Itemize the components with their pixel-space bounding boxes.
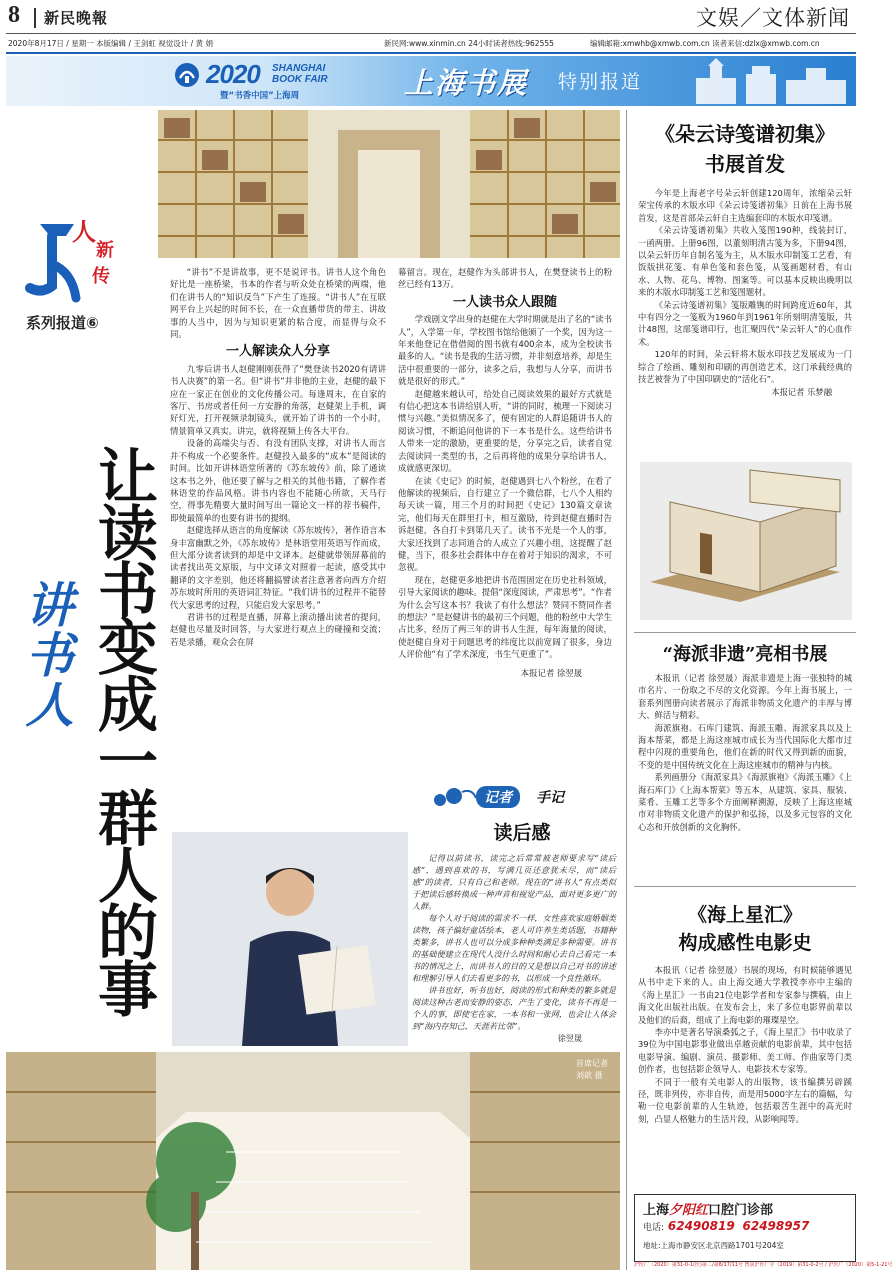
col1-intro: “讲书”不是讲故事，更不是说评书。讲书人这个角色好比是一座桥梁，书本的作者与听众处在桥梁的两端，他们在讲书人的“知识反刍”下产生了连接。“讲书人”在互联网平台上兴起的时间不长，在一众直播带货的带主、讲故事的人当中，因为与知识更紧的粘合度，而显得与众不同。: [170, 267, 386, 340]
banner-en-2: BOOK FAIR: [272, 74, 328, 85]
note-title: 读后感: [493, 822, 551, 844]
note-body: [412, 852, 616, 1044]
ad-phone-1: 62490819: [667, 1219, 735, 1233]
note-byline: 徐翌晟: [557, 1033, 582, 1043]
clinic-ad: [634, 1194, 856, 1262]
ad-title-pre: 上海: [643, 1203, 670, 1218]
book-set-illustration: [640, 462, 852, 620]
banner-title: 上海书展: [404, 66, 529, 100]
ad-title-brand: 夕阳红: [669, 1203, 709, 1218]
series-logo: [22, 212, 152, 342]
banner-en-1: SHANGHAI: [272, 63, 326, 74]
main-article-col2: [398, 266, 612, 679]
ad-title-post: 口腔门诊部: [708, 1203, 774, 1218]
ad-address: [643, 1240, 784, 1251]
article3-body: [638, 964, 852, 1125]
paragraph: 赵健越来越认可，给处自己阅读效果的最好方式就是有信心把这本书讲给别人听，“讲的同时，梳理一下阅读习惯与兴趣。”美似情况多了，便有固定的人群追随讲书人的阅读习惯，不断追问他讲的下一本书是什么。这些给讲书人带来一定的激励，更重要的是，分享完之后，读者自觉去阅读同一类型的书，之后再将他的成果分享给讲书人，成就感更深切。: [398, 388, 612, 474]
ad-phones: [643, 1219, 809, 1233]
banner-year: 2020: [206, 59, 260, 89]
main-byline: 本报记者 徐翌晟: [520, 667, 582, 678]
right-column-divider: [626, 110, 627, 1270]
photo-credit-1: 首席记者: [576, 1059, 608, 1068]
paragraph: 《朵云诗笺谱初集》笺版雕镌的时间跨度近60年，其中有四分之一笺板为1960年到1961年所刻明清笺版，共计48图，这部笺谱印行，也汇聚四代“朵云轩人”的心血作术。: [638, 299, 852, 347]
note-paragraph: 讲书也好，听书也好，阅读的形式和种类的繁多就是阅读这种古老而安静的姿态，产生了变化，读书不再是一个人的事，即使宅在家，一本书和一张网，也会让人体会到“海内存知己，天涯若比邻”。: [412, 985, 616, 1031]
quill-icon: [432, 786, 476, 810]
bookstore-stair-photo: [6, 1052, 620, 1270]
ad-address-label: 地址:: [643, 1241, 661, 1250]
paragraph: 本报讯（记者 徐翌晟）海派非遗是上海一张独特的城市名片、一份取之不尽的文化资源。今年上海书展上，一套系列图册向读者展示了海派非物质文化遗产的丰厚与博大、鲜活与精彩。: [638, 673, 852, 721]
ad-phone-label: 电话:: [643, 1223, 665, 1233]
paragraph: 现在，赵健更多地把讲书范围固定在历史社科领域，引导大家阅读的趣味。提倡“深度阅读，严肃思考”。“作者为什么会写这本书？我读了有什么想法？赞同不赞同作者的想法？”是赵健讲书的最初三个问题，他的粉丝中大学生占比多，经历了两三年的讲书人生涯，每年海量的阅读，使赵健自身对于问题思考的纬度比以前宽阔了很多，身边人评价他“有了学术深度，书生气更重了”。: [398, 574, 613, 660]
note-paragraph: 记得以前读书，读完之后常常被老师要求写“读后感”，遇到喜欢的书，写满几页还意犹未尽，而“读后感”的读者，只有自己和老师。现在的“讲书人”有点类似于把读后感转换成一种声音和视觉产品，面对更多更广的人群。: [412, 853, 616, 911]
masthead-divider: [34, 8, 36, 28]
series-char-2: 新: [96, 240, 114, 261]
subhead-1: 一人解读众人分享: [225, 344, 330, 360]
skyline-icon: [686, 58, 854, 104]
article3-title-2: 构成感性电影史: [678, 932, 812, 954]
book-photo: [640, 462, 852, 620]
main-article-col1: [170, 266, 386, 648]
book-fair-logo-icon: [174, 62, 200, 88]
photo-credit-2: 刘歆 摄: [576, 1071, 603, 1080]
note-badge-jizhe: 记者: [476, 786, 520, 808]
page-number: 8: [8, 2, 20, 28]
ad-title: [643, 1199, 773, 1218]
bookshelf-illustration: [158, 110, 620, 258]
masthead: [0, 0, 862, 58]
paragraph: 120年的时间，朵云轩将木版水印技艺发展成为一门综合了绘画、雕刻和印刷的再创造艺术，这门承载经典的技艺被誉为了中国印刷史的“活化石”。: [638, 349, 852, 385]
paragraph: 赵健选择从语言的角度解读《苏东坡传》，著作语言本身丰富幽默之外，《苏东坡传》是林语堂用英语写作而成，但大部分读者读到的却是中文译本。赵健就带领屏幕前的读者找出英文原版，与中文译文对照着一起读，感受其中翻译的文字差别，他还将翻搞譬读者注意著者向西方介绍苏东坡时所用的英语词汇特征。“我们讲书的过程并不能替代大家思考的过程，只能启发大家思考。”: [170, 525, 386, 610]
article2-body: [638, 672, 852, 833]
headline-main: 让读书变成一群人的事: [88, 445, 158, 1015]
paragraph: 李亦中是著名导演桑弧之子，《海上星汇》书中收录了39位为中国电影事业做出卓越贡献的电影前辈，其中包括电影导演、编剧、演员、摄影师、美工师、作曲家等门类创作者，也包括影企领导人、电影技术专家等。: [638, 1027, 852, 1075]
meta-line: 2020年8月17日 / 星期一 本版编辑 / 王剑虹 视觉设计 / 黄 娟: [8, 39, 213, 48]
section-title: 文娱／文体新闻: [696, 6, 850, 30]
web-line: 新民网:www.xinmin.cn 24小时读者热线:962555: [384, 39, 554, 48]
series-char-3: 传: [92, 266, 110, 287]
note-badge: [432, 784, 612, 812]
person-illustration: [172, 832, 408, 1046]
article1-title-2: 书展首发: [705, 152, 785, 176]
series-label: 系列报道⑥: [26, 314, 99, 332]
masthead-rule-2: [6, 52, 856, 54]
article2-title: “海派非遗”亮相书展: [662, 644, 828, 665]
paper-name: 新民晚報: [44, 9, 109, 27]
paragraph: 君讲书的过程是直播，屏幕上滚动播出读者的提问，赵健也尽量及时回答，与大家进行观点上的碰撞和交流；若是录播，观众会在屏: [170, 611, 386, 647]
ad-phone-2: 62498957: [742, 1219, 810, 1233]
paragraph: 设备的高端尖与否、有没有团队支撑，对讲书人而言并不构成一个必要条件。赵健投入最多的“成本”是阅读的时间。比如开讲林语堂所著的《苏东坡传》前，除了通读这本书之外，他还要了解与之相关的其他书籍，了解作者林语堂的作品风格。讲书内容也不能随心所欲，天马行空，得事先精要大量时间写出一篇论文一样的荐书稿件，即使最简单的也要有讲书的提纲。: [170, 438, 386, 523]
right-rule-2: [634, 886, 856, 887]
journalist-note: [412, 776, 620, 1052]
article3-title-1: 《海上星汇》: [687, 904, 802, 926]
headline-kicker: 讲书人: [17, 580, 73, 730]
subhead-2: 一人读书众人跟随: [452, 294, 557, 310]
paragraph: 学戏剧文学出身的赵健在大学时期就是出了名的“读书人”，入学第一年，学校图书馆给他颁了一个奖，因为这一年来他登记在借借阅的图书就有400余本，成为全校读书最多的人。“读书是我的生活习惯，并非刻意培养，却是生活中很重要的一部分，读多之后，我想与人分享，而讲书就是很好的形式。”: [398, 314, 612, 387]
article1-title-1: 《朵云诗笺谱初集》: [655, 122, 835, 146]
banner-tag: 特别报道: [558, 71, 643, 93]
email-line: 编辑邮箱:xmwhb@xmwb.com.cn 读者来信:dzlx@xmwb.com.cn: [590, 39, 820, 48]
paragraph: 不同于一般有关电影人的出版物，该书编撰另辟蹊径，既非列传，亦非自传，而是用5000字左右的篇幅，勾勒一位电影前辈的人生轨迹，包括艰苦生涯中的高光时刻，凸显人格魅力的生活片段，从影响闻等。: [638, 1076, 852, 1124]
ad-footer: 沪医广（2020）第31-0-1(医)第二/第8/17/11号 曾获沪医广字（2019）第31-0-2号 / 沪医广（2020）第5-1-21号: [634, 1262, 893, 1268]
stairway-illustration: [6, 1052, 620, 1270]
note-paragraph: 每个人对于阅读的需求不一样，女性喜欢家庭婚姻类读物，孩子偏好童话绘本，老人可许养生类话题，书籍种类繁多，讲书人也可以分成多种种类满足多种需要。讲书的基础便建立在现代人没什么时间和耐心去自己看完一本书的情况之上，而讲书人的目的又是想以自己对书的讲述和理解引导人们去看更多的书，以形成一个良性循环。: [412, 913, 616, 983]
paragraph: 今年是上海老字号朵云轩创建120周年，浓缩朵云轩荣宝传承的木版水印《朵云诗笺谱初集》日前在上海书展首发，这是首部朵云轩自主选编套印的木版水印笺谱。: [638, 188, 852, 223]
paragraph: 《朵云诗笺谱初集》共收入笺图190种，线装封订，一函两册。上册96图，以董刻明清古笺为多，下册94图，以朵云轩历年自制名笺为主，从木版水印制笺工艺看，有饭版拱花笺、有单色笺和套色笺，从笺画题材看，有山水、人物、花鸟、博物、图案等。可以基本反映出晚明以来的木版水印制笺工艺和笺图题材。: [638, 225, 852, 298]
note-badge-shouji: 手记: [536, 790, 564, 806]
banner-slogan: 暨“书香中国”上海周: [220, 91, 300, 101]
series-char-1: 人: [72, 217, 96, 246]
paragraph: 本报讯（记者 徐翌晟）书展的现场，有时候能够遇见从书中走下来的人。由上海交通大学教授李亦中主编的《海上星汇》一书由21位电影学者和专家参与撰稿，由上海文化出版社出版。在发布会上，来了多位电影界前辈以及他们的后裔，组成了上海电影的璀璨星空。: [638, 965, 852, 1025]
article1-body: [638, 187, 852, 398]
paragraph: 系列画册分《海派家具》《海派旗袍》《海派玉雕》《上海石库门》《上海本帮菜》等五本，从建筑、家具、服装、菜肴、玉雕工艺等多个方面阐释溯源，反映了上海这座城市对非物质文化遗产的保护和弘扬，以及多元包容的文化心态和开放创新的文化胸怀。: [638, 772, 852, 832]
right-rule-1: [634, 632, 856, 633]
col2-intro: 幕留言。现在，赵健作为头部讲书人，在樊登读书上的粉丝已经有13万。: [398, 267, 612, 290]
masthead-rule: [6, 33, 856, 34]
paragraph: 在读《史记》的时候，赵健遇到七八个粉丝，在看了他解读的视频后，自行建立了一个微信群，七八个人相约每天读一篇，用三个月的时间把《史记》130篇文章读完，他们每天在群里打卡，相互激励，待到赵健直播时告诉赵健，各自打卡到第几天了。读书不光是一个人的事，大家还找到了志同道合的人成立了兴趣小组，这提醒了赵健，当下，很多社会群体中存在着对于知识的渴求，不可忽视。: [398, 475, 612, 573]
ad-address-text: 上海市静安区北京西路1701号204室: [660, 1241, 784, 1250]
bookstore-photo: [158, 110, 620, 258]
paragraph: 九零后讲书人赵健刚刚获得了“樊登读书2020有请讲书人决赛”的第一名。但“讲书”并非他的主业，赵健的最下应在一家正在创业的文化传播公司。每逢周末，在自家的客厅、书房或者任何一方安静的角落，赵健架上手机，调好灯光，打开视频录制镜头，就开始了讲书的一个小时，情景简单又真实。讲完，就将视频上传各大平台。: [170, 363, 386, 436]
reader-photo: [172, 832, 408, 1046]
article1-byline: 本报记者 乐梦融: [771, 386, 832, 397]
book-fair-banner: [6, 56, 856, 106]
paragraph: 海派旗袍、石库门建筑、海派玉雕、海派家具以及上海本帮菜，都是上海这座城市成长为当代国际化大都市过程中闪现的重要角色，他们在新的时代又得到新的面貌，不变的是中国传统文化在上海这座城市的精神与内核。: [638, 722, 852, 770]
